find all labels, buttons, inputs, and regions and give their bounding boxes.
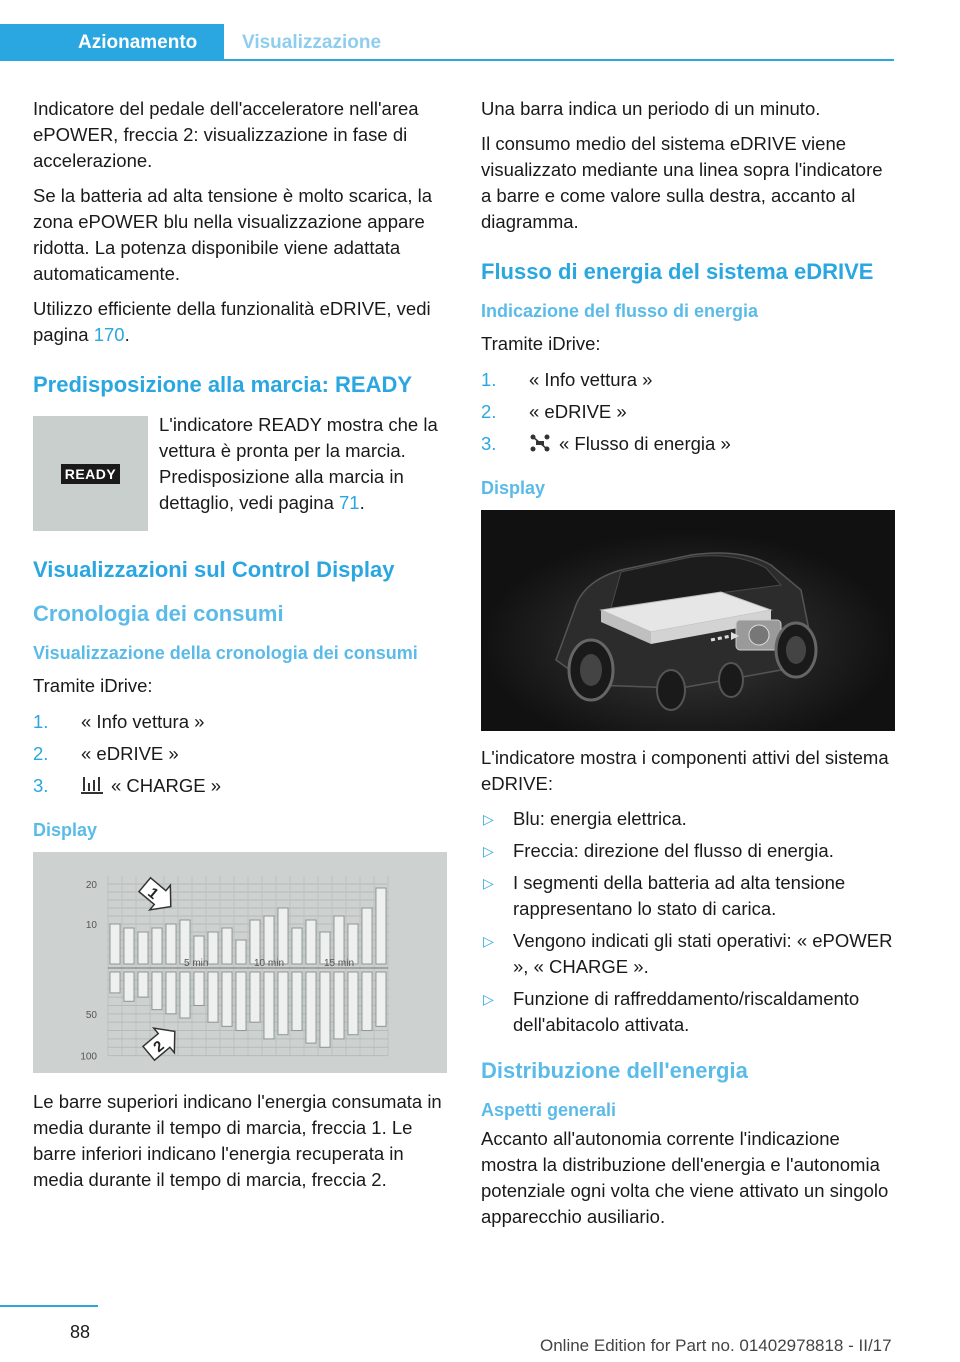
bottom-bar <box>376 972 386 1026</box>
y-tick-label: 10 <box>85 920 97 931</box>
indicator-text: L'indicatore mostra i componenti attivi del sistema eDRIVE: <box>481 747 889 794</box>
triangle-bullet-icon: ▷ <box>483 811 494 827</box>
consumption-subheading: Visualizzazione della cronologia dei consumi <box>33 643 418 663</box>
top-bar <box>292 928 302 964</box>
arrow-label: 2 <box>150 1037 168 1056</box>
bottom-bar <box>208 972 218 1022</box>
bottom-bar <box>222 972 232 1026</box>
step-item <box>33 773 449 802</box>
y-tick-label: 100 <box>80 1051 97 1063</box>
intro-paragraph-2: Se la batteria ad alta tensione è molto scarica, la zona ePOWER blu nella visualizzazione appare ridotta. La potenza disponibile viene adattata automaticamente. <box>33 185 433 284</box>
ready-text: L'indicatore READY mostra che la vettura è pronta per la marcia. Predisposizione alla marcia in dettaglio, vedi pagina 71. <box>159 414 438 513</box>
bullet-item <box>481 928 897 980</box>
step-number: 1. <box>481 369 497 390</box>
top-bar <box>222 928 232 964</box>
step-number: 3. <box>33 775 49 796</box>
bullet-text: I segmenti della batteria ad alta tensione rappresentano lo stato di carica. <box>513 872 846 919</box>
step-text: « eDRIVE » <box>81 743 179 764</box>
display-heading-left: Display <box>33 820 98 840</box>
step-number: 1. <box>33 711 49 732</box>
intro-paragraph-3-text: Utilizzo efficiente della funzionalità eDRIVE, vedi pagina <box>33 298 431 345</box>
bottom-bar <box>264 972 274 1039</box>
bottom-bar <box>152 972 162 1010</box>
tab-visualizzazione[interactable]: Visualizzazione <box>242 32 382 53</box>
right-paragraph-2: Il consumo medio del sistema eDRIVE viene visualizzato mediante una linea sopra l'indicatore a barre e come valore sulla destra, accanto al diagramma. <box>481 133 883 232</box>
step-item <box>33 741 449 767</box>
top-bar <box>376 888 386 964</box>
via-idrive-right: Tramite iDrive: <box>481 333 601 354</box>
bottom-bar <box>194 972 204 1005</box>
arrow-shape <box>134 872 181 918</box>
page-link-170[interactable]: 170 <box>93 324 125 345</box>
step-item <box>33 709 449 735</box>
footer-divider <box>0 1305 98 1307</box>
step-item <box>481 431 897 460</box>
top-bar <box>166 924 176 964</box>
energy-flow-icon <box>529 433 551 460</box>
top-bar <box>124 928 134 964</box>
top-bar <box>236 940 246 964</box>
bottom-bar <box>334 972 344 1039</box>
ready-badge: READY <box>61 464 121 484</box>
energy-flow-image <box>481 510 895 731</box>
x-tick-label: 5 min <box>184 958 209 969</box>
triangle-bullet-icon: ▷ <box>483 991 494 1007</box>
x-tick-label: 15 min <box>324 958 355 969</box>
control-display-heading: Visualizzazioni sul Control Display <box>33 557 395 582</box>
page-number: 88 <box>70 1322 91 1342</box>
display-heading-right: Display <box>481 478 546 498</box>
component-bullets <box>481 806 897 1038</box>
arrow-label: 1 <box>144 884 162 903</box>
bottom-bar <box>250 972 260 1022</box>
bottom-bar <box>320 972 330 1047</box>
ready-indicator-image <box>33 416 148 531</box>
step-number: 2. <box>481 401 497 422</box>
consumption-chart <box>33 852 447 1073</box>
top-bar <box>334 916 344 964</box>
flow-subheading: Indicazione del flusso di energia <box>481 301 759 321</box>
step-item <box>481 367 897 393</box>
bullet-text: Vengono indicati gli stati operativi: « ePOWER », « CHARGE ». <box>513 930 893 977</box>
top-bar <box>278 908 288 964</box>
general-text: Accanto all'autonomia corrente l'indicazione mostra la distribuzione dell'energia e l'autonomia potenziale ogni volta che viene attivato un singolo apparecchio ausiliario. <box>481 1128 889 1227</box>
bullet-text: Freccia: direzione del flusso di energia. <box>513 840 834 861</box>
edition-note: Online Edition for Part no. 01402978818 - II/17 <box>540 1336 892 1355</box>
bottom-bar <box>166 972 176 1014</box>
general-subheading: Aspetti generali <box>481 1100 617 1120</box>
bullet-text: Funzione di raffreddamento/riscaldamento dell'abitacolo attivata. <box>513 988 860 1035</box>
bottom-bar <box>110 972 120 993</box>
ready-description: L'indicatore READY mostra che la vettura è pronta per la marcia. Predisposizione alla marcia in dettaglio, vedi pagina <box>159 414 438 513</box>
top-bar <box>138 932 148 964</box>
step-text: « Flusso di energia » <box>559 433 731 454</box>
bottom-bar <box>236 972 246 1031</box>
flow-heading: Flusso di energia del sistema eDRIVE <box>481 259 874 284</box>
consumption-heading: Cronologia dei consumi <box>33 601 284 626</box>
bullet-item <box>481 870 897 922</box>
x-tick-label: 10 min <box>254 958 285 969</box>
bullet-item <box>481 806 897 832</box>
y-tick-label: 20 <box>85 880 97 891</box>
bullet-item <box>481 986 897 1038</box>
triangle-bullet-icon: ▷ <box>483 843 494 859</box>
bar-chart-icon <box>81 775 103 802</box>
step-item <box>481 399 897 425</box>
tab-azionamento[interactable]: Azionamento <box>0 24 224 61</box>
bottom-bar <box>348 972 358 1035</box>
bottom-bar <box>180 972 190 1018</box>
bottom-bar <box>292 972 302 1031</box>
bottom-bar <box>362 972 372 1031</box>
bottom-bar <box>306 972 316 1043</box>
step-text: « eDRIVE » <box>529 401 627 422</box>
step-text: « CHARGE » <box>111 775 222 796</box>
top-bar <box>264 916 274 964</box>
right-paragraph-1: Una barra indica un periodo di un minuto. <box>481 98 821 119</box>
via-idrive-left: Tramite iDrive: <box>33 675 153 696</box>
consumption-chart-svg <box>33 852 447 1073</box>
left-column <box>33 96 449 1202</box>
top-bar <box>362 908 372 964</box>
steps-left <box>33 709 449 802</box>
distribution-heading: Distribuzione dell'energia <box>481 1058 748 1083</box>
step-text: « Info vettura » <box>529 369 653 390</box>
intro-paragraph-1: Indicatore del pedale dell'acceleratore nell'area ePOWER, freccia 2: visualizzazione in fase di accelerazione. <box>33 98 419 171</box>
step-text: « Info vettura » <box>81 711 205 732</box>
car-illustration <box>481 510 895 731</box>
header-divider <box>224 59 894 61</box>
page-link-71[interactable]: 71 <box>339 492 360 513</box>
arrow-1-icon <box>134 872 181 918</box>
top-bar <box>110 924 120 964</box>
bullet-item <box>481 838 897 864</box>
intro-paragraph-3: Utilizzo efficiente della funzionalità eDRIVE, vedi pagina 170. <box>33 298 431 345</box>
triangle-bullet-icon: ▷ <box>483 875 494 891</box>
ready-heading: Predisposizione alla marcia: READY <box>33 372 413 397</box>
y-tick-label: 50 <box>85 1009 97 1021</box>
page-header <box>0 0 960 64</box>
top-bar <box>306 920 316 964</box>
step-number: 3. <box>481 433 497 454</box>
bottom-bar <box>124 972 134 1001</box>
bottom-bar <box>138 972 148 997</box>
right-column <box>481 96 897 1239</box>
top-bar <box>208 932 218 964</box>
bottom-bar <box>278 972 288 1035</box>
ready-block <box>33 412 449 531</box>
top-bar <box>152 928 162 964</box>
bullet-text: Blu: energia elettrica. <box>513 808 687 829</box>
chart-caption: Le barre superiori indicano l'energia consumata in media durante il tempo di marcia, freccia 1. Le barre inferiori indicano l'energia recuperata in media durante il tempo di marcia, freccia 2. <box>33 1091 442 1190</box>
triangle-bullet-icon: ▷ <box>483 933 494 949</box>
step-number: 2. <box>33 743 49 764</box>
steps-right <box>481 367 897 460</box>
